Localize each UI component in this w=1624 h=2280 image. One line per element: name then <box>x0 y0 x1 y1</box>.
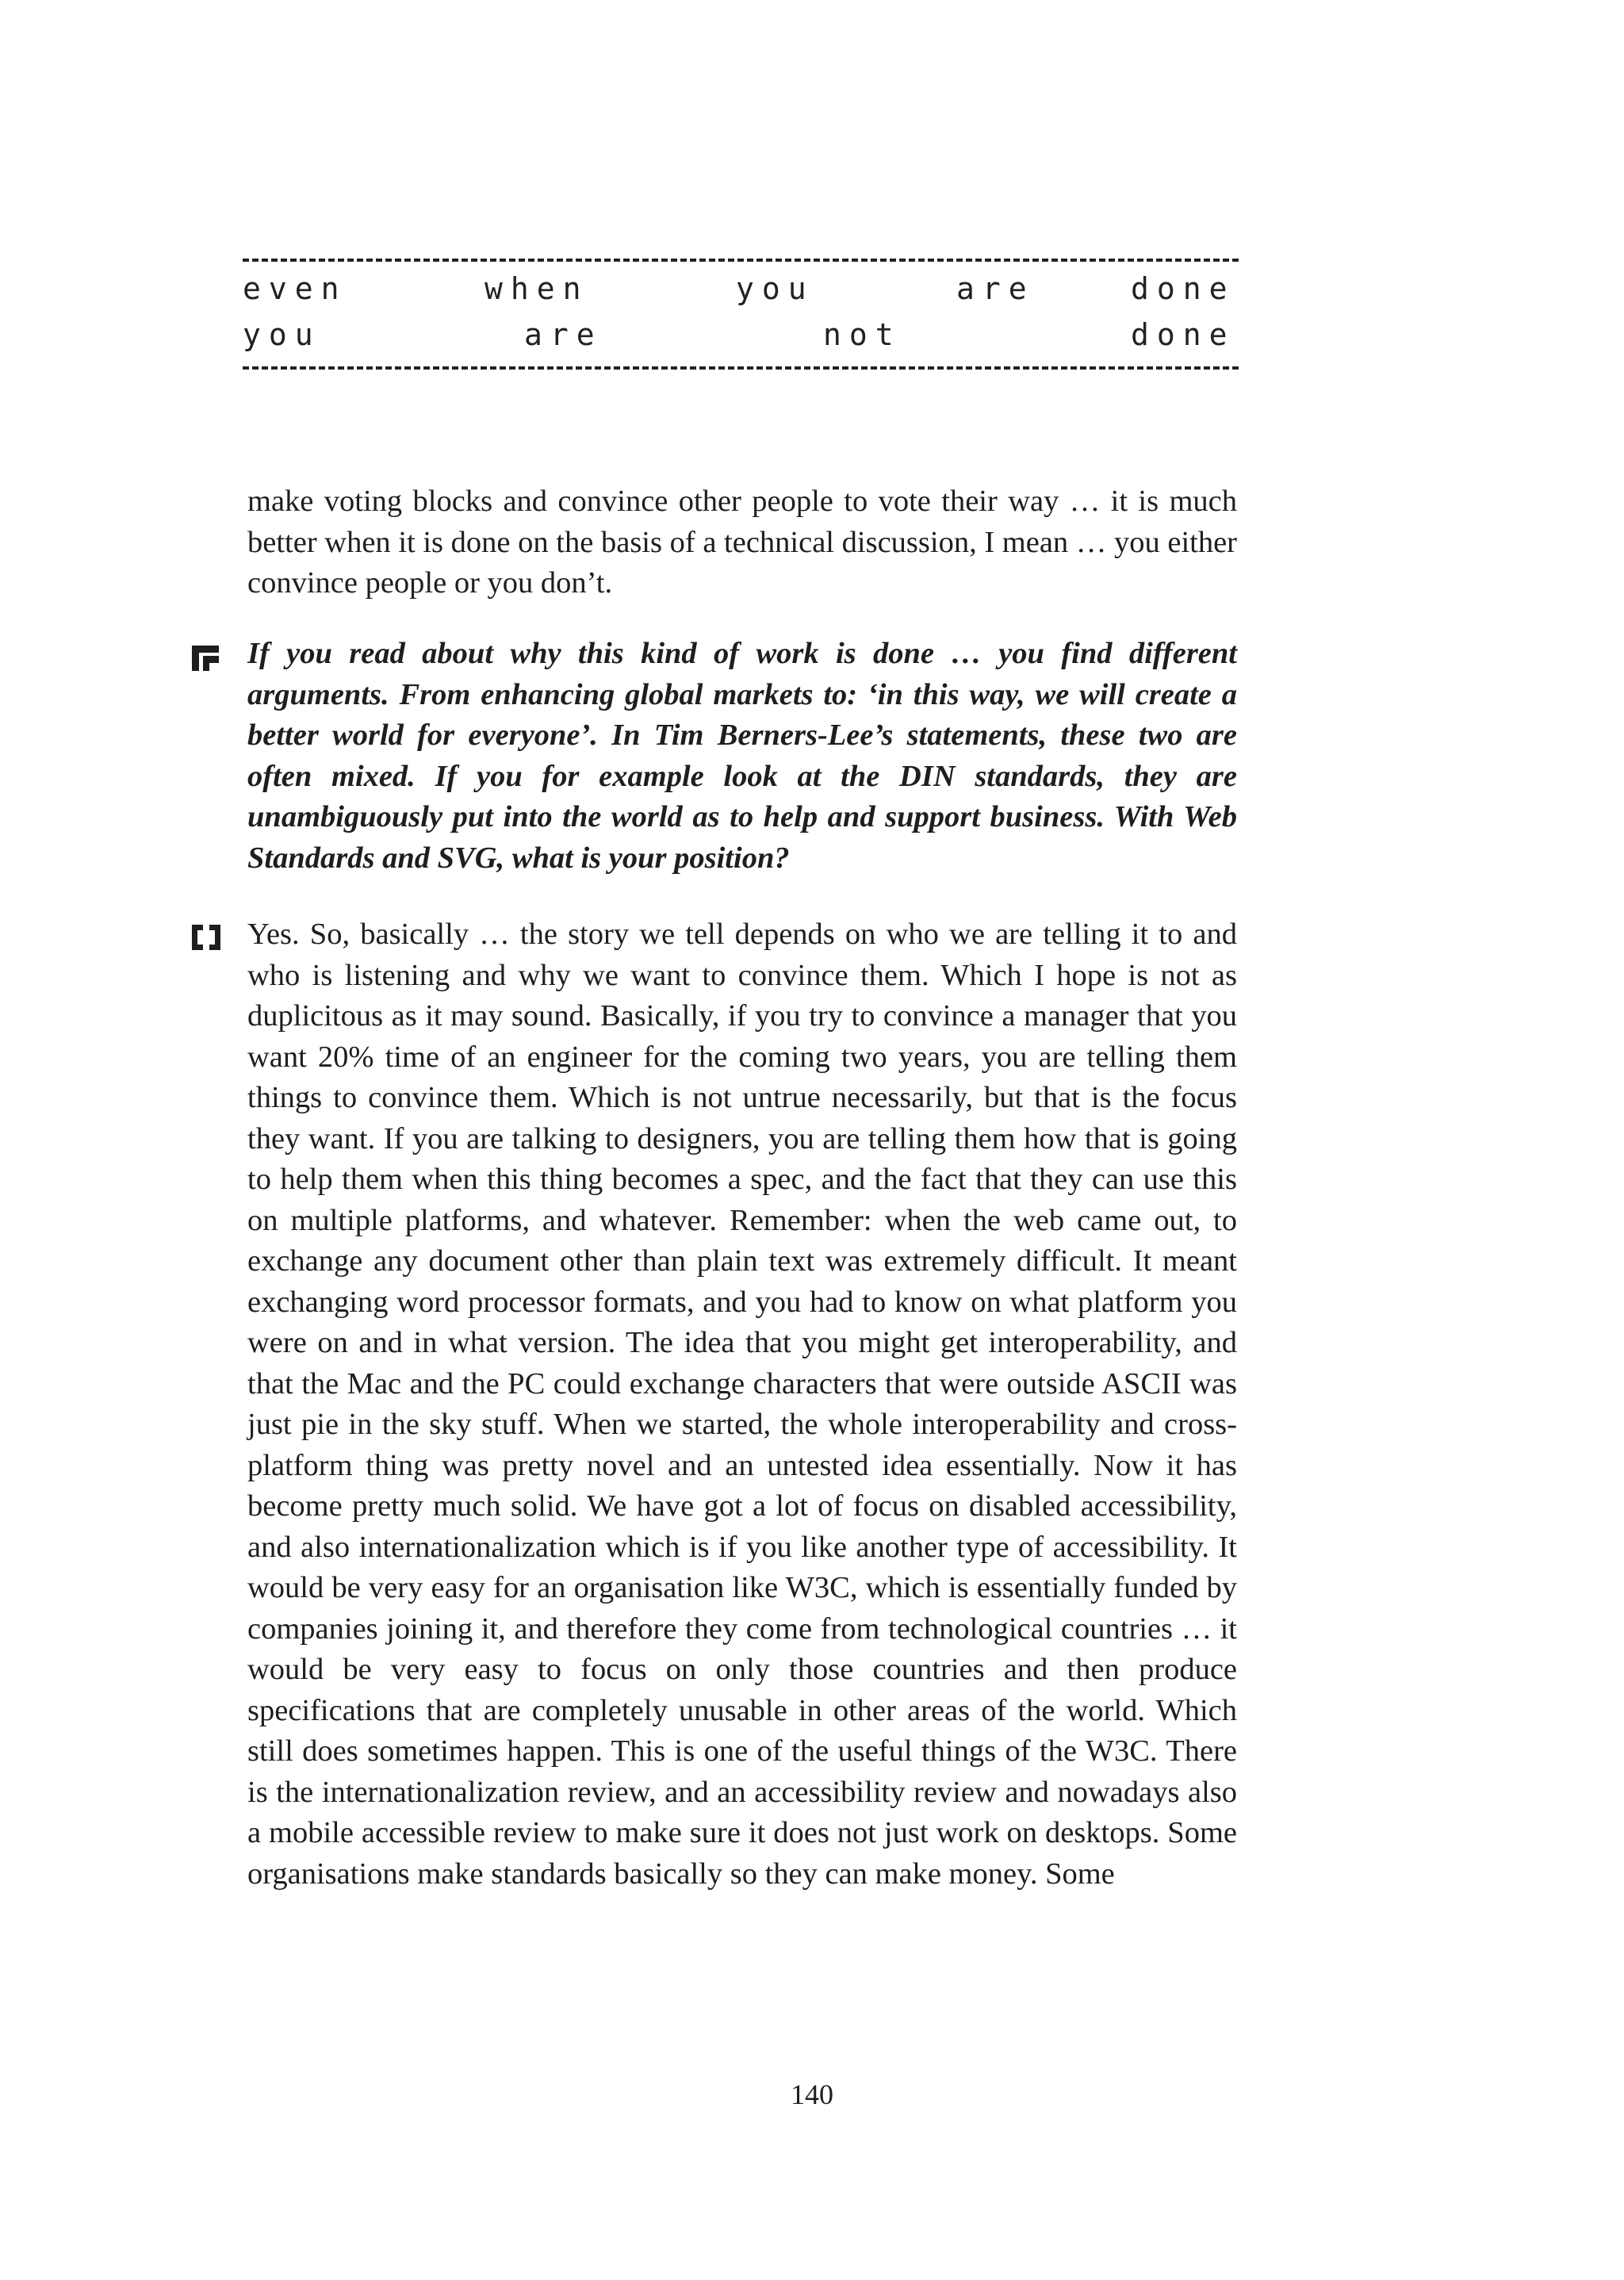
banner-top-rule <box>243 259 1239 262</box>
answer-speaker-icon <box>190 922 222 953</box>
banner-word: not <box>823 317 902 352</box>
banner-word: are <box>524 317 603 352</box>
banner-bottom-rule <box>243 366 1239 370</box>
header-banner <box>243 247 1239 376</box>
banner-word: done <box>1131 317 1235 352</box>
intro-paragraph: make voting blocks and convince other people to vote their way … it is much better when it is done on the basis of a technical discussion, I mean … you either convince people or you don’t. <box>247 485 1237 600</box>
banner-word: are <box>956 271 1035 306</box>
interview-answer: Yes. So, basically … the story we tell depends on who we are telling it to and who is listening and why we want to convince them. Which I hope is not as duplicitous as it may sound. Basically, if you try to convince a manager that you want 20% time of an engineer for the coming two years, you are telling them things to convince them. Which is not untrue necessarily, but that is the focus they want. If you are talking to designers, you are telling them how that is going to help them when this thing becomes a spec, and the fact that they can use this on multiple platforms, and whatever. Remember: when the web came out, to exchange any document other than plain text was extremely difficult. It meant exchanging word processor formats, and you had to know on what platform you were on and in what version. The idea that you might get interoperability, and that the Mac and the PC could exchange characters that were outside ASCII was just pie in the sky stuff. When we started, the whole interoperability and cross-platform thing was pretty novel and an untested idea essentially. Now it has become pretty much solid. We have got a lot of focus on disabled accessibility, and also internationalization which is if you like another type of accessibility. It would be very easy for an organisation like W3C, which is essentially funded by companies joining it, and therefore they come from technological countries … it would be very easy to focus on only those countries and then produce specifications that are completely unusable in other areas of the world. Which still does sometimes happen. This is one of the useful things of the W3C. There is the internationalization review, and an accessibility review and nowadays also a mobile accessible review to make sure it does not just work on desktops. Some organisations make standards basically so they can make money. Some <box>247 918 1237 1891</box>
interview-question: If you read about why this kind of work is done … you find different arguments. From enhancing global markets to: ‘in this way, we will create a better world for everyone’. In Tim Berners-Lee’s statements, these two are often mixed. If you for example look at the DIN standards, they are unambiguously put into the world as to help and support business. With Web Standards and SVG, what is your position? <box>247 637 1237 875</box>
question-speaker-icon <box>190 642 222 674</box>
banner-word: you <box>736 271 814 306</box>
banner-row-1 <box>243 271 1239 311</box>
banner-word: you <box>243 317 321 352</box>
banner-word: even <box>243 271 347 306</box>
banner-word: done <box>1131 271 1235 306</box>
banner-word: when <box>485 271 589 306</box>
page-number: 140 <box>791 2079 833 2110</box>
banner-row-2 <box>243 317 1239 357</box>
